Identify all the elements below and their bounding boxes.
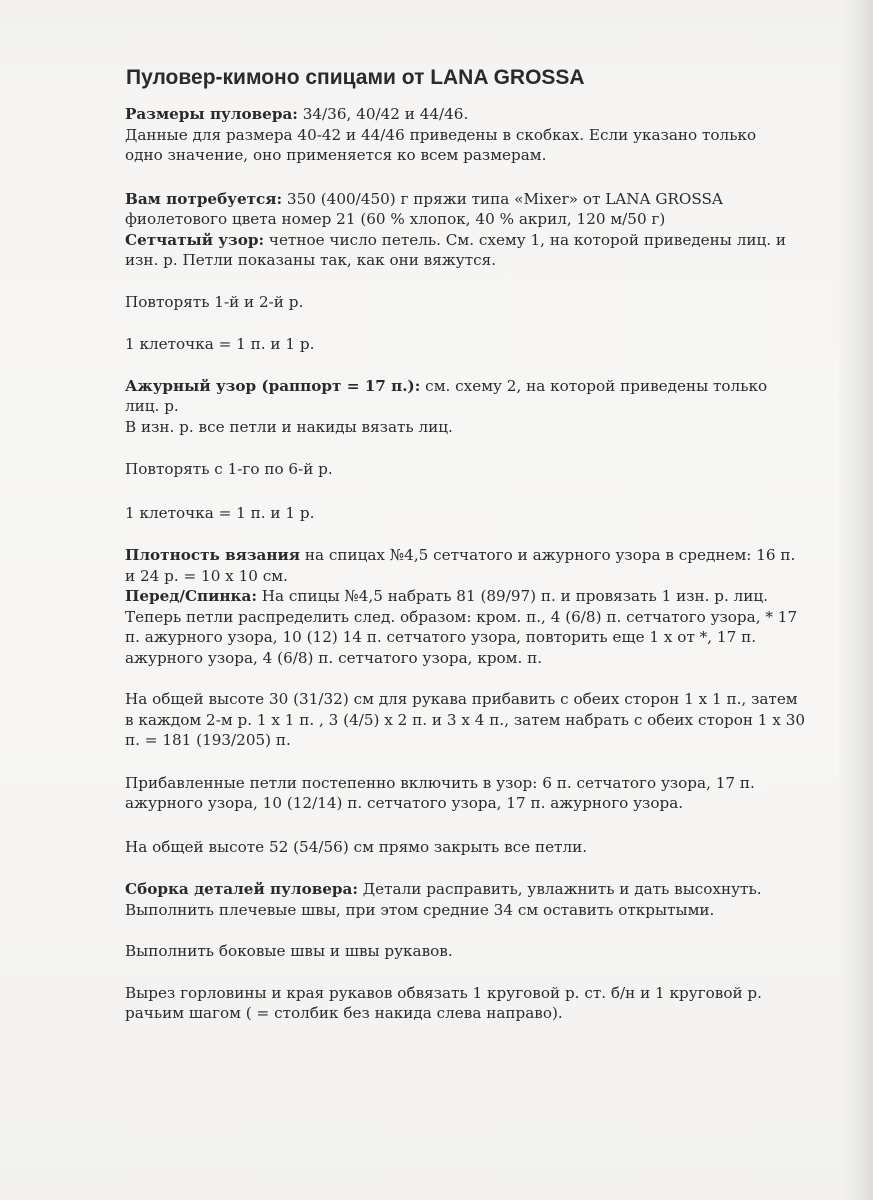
materials-value-line2: фиолетового цвета номер 21 (60 % хлопок, 40 % акрил, 120 м/50 г) [125, 210, 666, 228]
materials-value-line1: 350 (400/450) г пряжи типа «Mixer» от LANA GROSSA [282, 189, 723, 208]
front-back-text-line4: ажурного узора, 4 (6/8) п. сетчатого узора, кром. п. [125, 648, 543, 667]
lace-pattern-line [125, 376, 797, 397]
front-back-text-line3: п. ажурного узора, 10 (12) 14 п. сетчатого узора, повторить еще 1 х от *, 17 п. [125, 628, 757, 646]
gauge-line [125, 545, 797, 566]
gauge-label: Плотность вязания [125, 546, 300, 564]
front-back-text-line2: Теперь петли распределить след. образом: кром. п., 4 (6/8) п. сетчатого узора, * 17 [125, 607, 798, 626]
assembly-label: Сборка деталей пуловера: [125, 880, 358, 898]
front-back-para3-line2: ажурного узора, 10 (12/14) п. сетчатого узора, 17 п. ажурного узора. [125, 794, 684, 812]
mesh-pattern-label: Сетчатый узор: [125, 230, 265, 249]
mesh-pattern-text-line1: четное число петель. См. схему 1, на которой приведены лиц. и [264, 230, 787, 249]
lace-pattern-repeat: Повторять с 1-го по 6-й р. [125, 460, 333, 478]
front-back-para2-line2: в каждом 2-м р. 1 х 1 п. , 3 (4/5) х 2 п. и 3 х 4 п., затем набрать с обеих сторон 1 х 30 [125, 710, 806, 729]
document-body [125, 104, 806, 1024]
lace-pattern-text-line1: см. схему 2, на которой приведены только [420, 376, 768, 395]
front-back-para3-line1: Прибавленные петли постепенно включить в узор: 6 п. сетчатого узора, 17 п. [125, 773, 755, 792]
sizes-line [125, 104, 797, 125]
sizes-note-line2: одно значение, оно применяется ко всем размерам. [125, 146, 547, 164]
mesh-pattern-text-line2: изн. р. Петли показаны так, как они вяжутся. [125, 251, 497, 269]
page-edge-shadow [839, 0, 873, 1200]
lace-pattern-text-line2: лиц. р. [125, 397, 179, 415]
assembly-text-line1: Детали расправить, увлажнить и дать высохнуть. [357, 880, 762, 898]
assembly-text-line2: Выполнить плечевые швы, при этом средние 34 см оставить открытыми. [125, 900, 715, 919]
materials-line [125, 189, 797, 210]
mesh-pattern-repeat: Повторять 1-й и 2-й р. [125, 292, 304, 311]
front-back-label: Перед/Спинка: [125, 587, 257, 605]
sizes-value: 34/36, 40/42 и 44/46. [297, 105, 469, 123]
materials-label: Вам потребуется: [125, 189, 283, 208]
sizes-label: Размеры пуловера: [125, 105, 298, 123]
lace-pattern-text-line3: В изн. р. все петли и накиды вязать лиц. [125, 417, 453, 436]
assembly-para2: Выполнить боковые швы и швы рукавов. [125, 942, 453, 960]
document-title: Пуловер-кимоно спицами от LANA GROSSA [126, 66, 585, 89]
front-back-para2-line1: На общей высоте 30 (31/32) см для рукава прибавить с обеих сторон 1 х 1 п., затем [125, 690, 798, 708]
assembly-para3-line2: рачьим шагом ( = столбик без накида слева направо). [125, 1004, 563, 1022]
assembly-para3-line1: Вырез горловины и края рукавов обвязать 1 круговой р. ст. б/н и 1 круговой р. [125, 983, 762, 1002]
mesh-pattern-cell: 1 клеточка = 1 п. и 1 р. [125, 335, 315, 353]
front-back-para2-line3: п. = 181 (193/205) п. [125, 731, 291, 749]
gauge-text-line1: на спицах №4,5 сетчатого и ажурного узора в среднем: 16 п. [300, 546, 796, 564]
lace-pattern-label: Ажурный узор (раппорт = 17 п.): [125, 376, 421, 395]
front-back-para4: На общей высоте 52 (54/56) см прямо закрыть все петли. [125, 837, 588, 856]
gauge-text-line2: и 24 р. = 10 х 10 см. [125, 566, 288, 585]
front-back-line [125, 586, 797, 607]
assembly-line [125, 879, 797, 900]
mesh-pattern-line [125, 230, 797, 251]
front-back-text-line1: На спицы №4,5 набрать 81 (89/97) п. и провязать 1 изн. р. лиц. [256, 587, 769, 605]
lace-pattern-cell: 1 клеточка = 1 п. и 1 р. [125, 503, 315, 522]
sizes-note-line1: Данные для размера 40-42 и 44/46 приведены в скобках. Если указано только [125, 125, 757, 144]
